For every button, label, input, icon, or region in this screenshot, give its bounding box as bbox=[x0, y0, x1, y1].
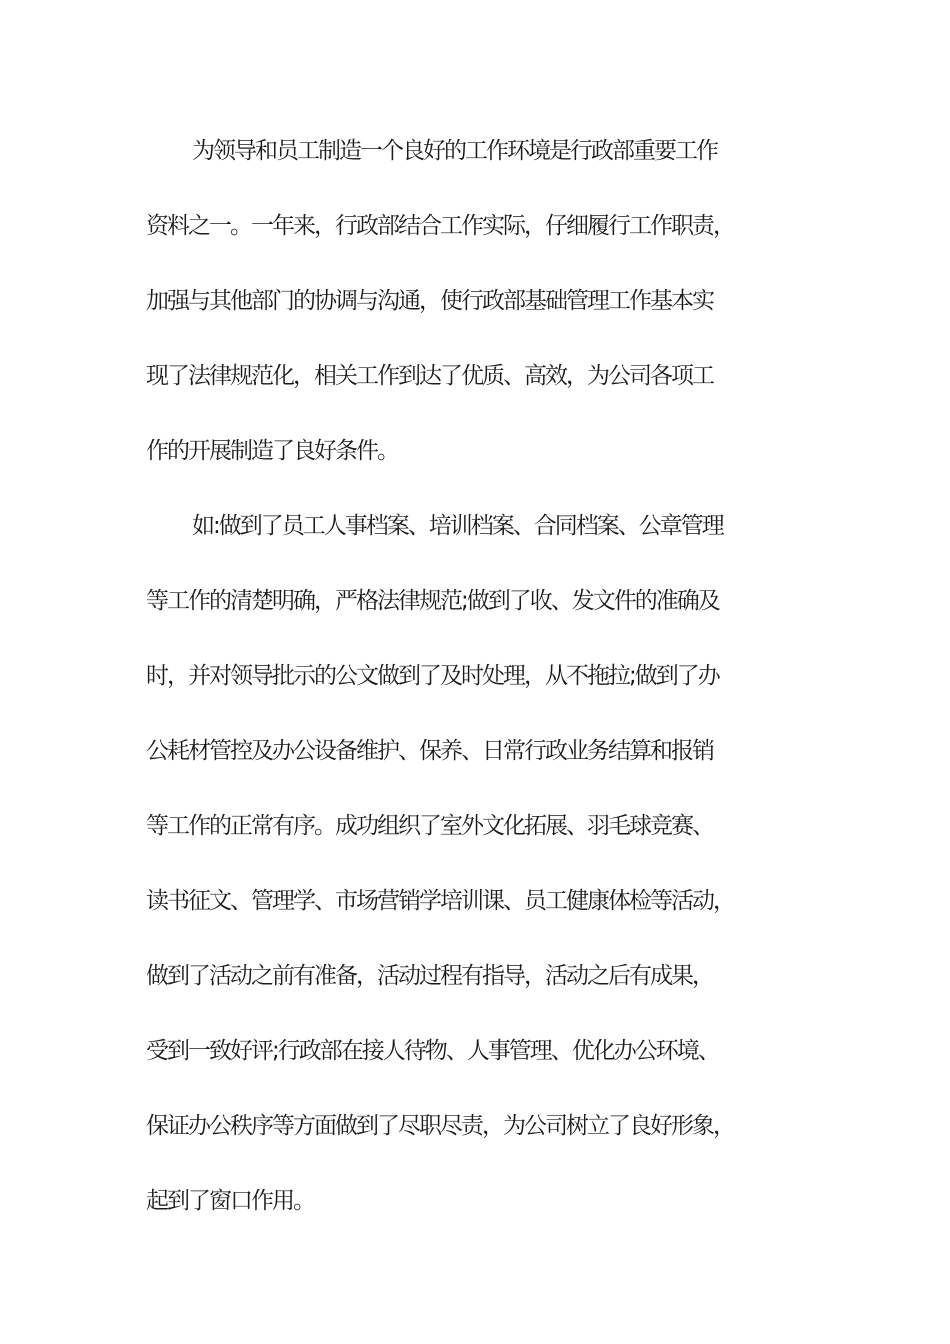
paragraph-2-line-5: 等工作的正常有序。成功组织了室外文化拓展、羽毛球竞赛、 bbox=[146, 813, 713, 839]
paragraph-1-line-2: 资料之一。一年来，行政部结合工作实际，仔细履行工作职责， bbox=[146, 213, 734, 239]
paragraph-2-line-1: 如:做到了员工人事档案、培训档案、合同档案、公章管理 bbox=[192, 513, 723, 539]
paragraph-2-line-7: 做到了活动之前有准备，活动过程有指导，活动之后有成果， bbox=[146, 963, 713, 989]
paragraph-2-line-4: 公耗材管控及办公设备维护、保养、日常行政业务结算和报销 bbox=[146, 738, 713, 764]
paragraph-2-line-9: 保证办公秩序等方面做到了尽职尽责，为公司树立了良好形象， bbox=[146, 1113, 734, 1139]
paragraph-1-line-4: 现了法律规范化，相关工作到达了优质、高效，为公司各项工 bbox=[146, 363, 713, 389]
paragraph-2-line-6: 读书征文、管理学、市场营销学培训课、员工健康体检等活动， bbox=[146, 888, 734, 914]
paragraph-1-line-1: 为领导和员工制造一个良好的工作环境是行政部重要工作 bbox=[192, 138, 717, 164]
paragraph-2-line-10: 起到了窗口作用。 bbox=[146, 1188, 314, 1214]
paragraph-1-line-5: 作的开展制造了良好条件。 bbox=[146, 438, 398, 464]
paragraph-2-line-3: 时，并对领导批示的公文做到了及时处理，从不拖拉;做到了办 bbox=[146, 663, 719, 689]
paragraph-2-line-2: 等工作的清楚明确，严格法律规范;做到了收、发文件的准确及 bbox=[146, 588, 719, 614]
paragraph-1-line-3: 加强与其他部门的协调与沟通，使行政部基础管理工作基本实 bbox=[146, 288, 713, 314]
paragraph-2-line-8: 受到一致好评;行政部在接人待物、人事管理、优化办公环境、 bbox=[146, 1038, 719, 1064]
